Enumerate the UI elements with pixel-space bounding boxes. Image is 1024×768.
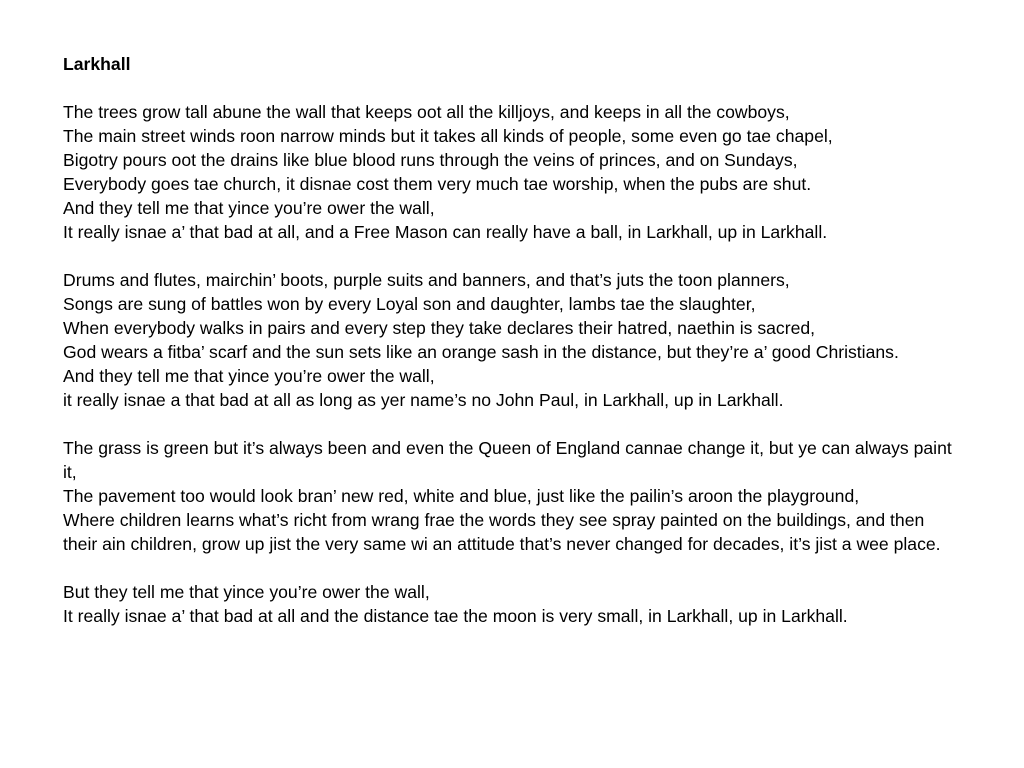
poem-title: Larkhall [63,54,131,74]
poem-line: The grass is green but it’s always been and even the Queen of England cannae change it, but ye can always paint it, [63,438,952,482]
poem-line: it really isnae a that bad at all as long as yer name’s no John Paul, in Larkhall, up in Larkhall. [63,390,784,410]
poem-line: God wears a fitba’ scarf and the sun sets like an orange sash in the distance, but they’re a’ good Christians. [63,342,899,362]
poem-line: The main street winds roon narrow minds but it takes all kinds of people, some even go tae chapel, [63,126,833,146]
poem-line: Everybody goes tae church, it disnae cost them very much tae worship, when the pubs are shut. [63,174,812,194]
document-body [63,52,963,628]
poem-line: But they tell me that yince you’re ower the wall, [63,582,430,602]
stanza-3 [63,436,963,556]
poem-line: The trees grow tall abune the wall that keeps oot all the killjoys, and keeps in all the cowboys, [63,102,790,122]
poem-line: It really isnae a’ that bad at all and the distance tae the moon is very small, in Larkhall, up in Larkhall. [63,606,848,626]
poem-line: Songs are sung of battles won by every Loyal son and daughter, lambs tae the slaughter, [63,294,756,314]
poem-line: The pavement too would look bran’ new red, white and blue, just like the pailin’s aroon the playground, [63,486,860,506]
poem-line: When everybody walks in pairs and every step they take declares their hatred, naethin is sacred, [63,318,816,338]
poem-line: And they tell me that yince you’re ower the wall, [63,198,435,218]
poem-line: Where children learns what’s richt from wrang frae the words they see spray painted on the buildings, and then their ain children, grow up jist the very same wi an attitude that’s never changed for decades, it’s jist a wee place. [63,510,941,554]
poem-line: Drums and flutes, mairchin’ boots, purple suits and banners, and that’s juts the toon planners, [63,270,790,290]
stanza-4 [63,580,963,628]
poem-line: And they tell me that yince you’re ower the wall, [63,366,435,386]
stanza-1 [63,100,963,244]
poem-line: Bigotry pours oot the drains like blue blood runs through the veins of princes, and on Sundays, [63,150,798,170]
poem-line: It really isnae a’ that bad at all, and a Free Mason can really have a ball, in Larkhall, up in Larkhall. [63,222,828,242]
stanza-2 [63,268,963,412]
